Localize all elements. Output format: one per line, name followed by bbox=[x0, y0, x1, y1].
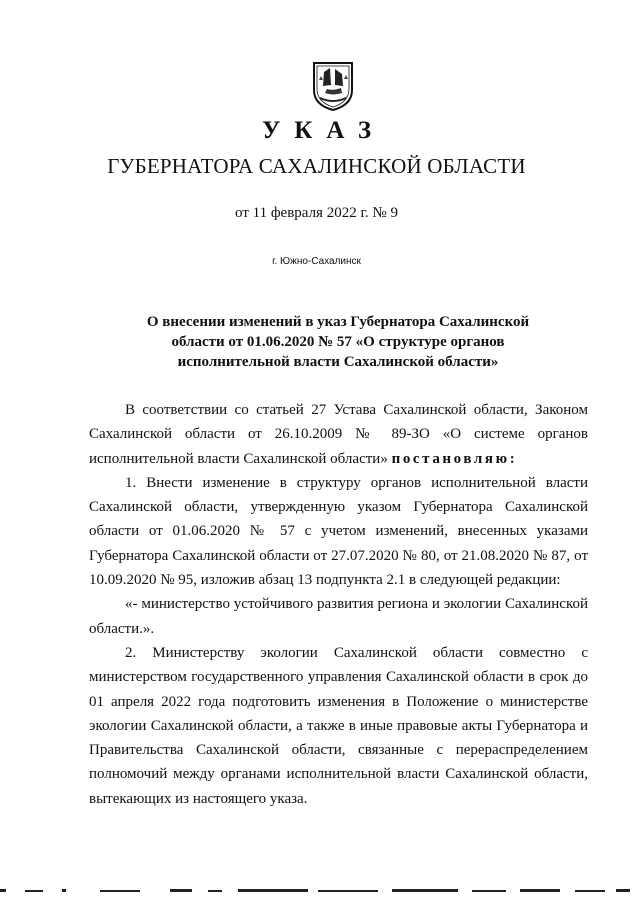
document-subtitle: ГУБЕРНАТОРА САХАЛИНСКОЙ ОБЛАСТИ bbox=[107, 154, 526, 178]
coat-of-arms-icon bbox=[311, 60, 355, 112]
document-title: УКАЗ bbox=[261, 117, 386, 144]
scan-artifact-line bbox=[0, 884, 633, 898]
item-1-paragraph: 1. Внести изменение в структуру органов исполнительной власти Сахалинской области, утвержденную указом Губернатора Сахалинской области от 01.06.2020 № 57 с учетом изменений, внесенных указами Губернатора Сахалинской области от 27.07.2020 № 80, от 21.08.2020 № 87, от 10.09.2020 № 95, изложив абзац 13 подпункта 2.1 в следующей редакции: bbox=[89, 474, 588, 589]
item-2-paragraph: 2. Министерству экологии Сахалинской области совместно с министерством государственного управления Сахалинской области в срок до 01 апреля 2022 года подготовить изменения в Положение о министерстве экологии Сахалинской области, а также в иные правовые акты Губернатора и Правительства Сахалинской области, связанные с перераспределением полномочий между органами исполнительной власти Сахалинской области, вытекающих из настоящего указа. bbox=[89, 644, 588, 807]
preamble-keyword: постановляю: bbox=[391, 450, 518, 467]
document-body bbox=[89, 398, 588, 811]
document-city: г. Южно-Сахалинск bbox=[272, 256, 361, 267]
preamble-paragraph bbox=[89, 398, 588, 471]
item-1-quote-paragraph: «- министерство устойчивого развития региона и экологии Сахалинской области.». bbox=[89, 596, 588, 637]
preamble-text: В соответствии со статьей 27 Устава Сахалинской области, Законом Сахалинской области от 26.10.2009 № 89-ЗО «О системе органов исполнительной власти Сахалинской области» bbox=[89, 402, 588, 467]
document-date: от 11 февраля 2022 г. № 9 bbox=[235, 205, 398, 221]
document-heading: О внесении изменений в указ Губернатора Сахалинской области от 01.06.2020 № 57 «О структуре органов исполнительной власти Сахалинской области» bbox=[146, 314, 530, 370]
